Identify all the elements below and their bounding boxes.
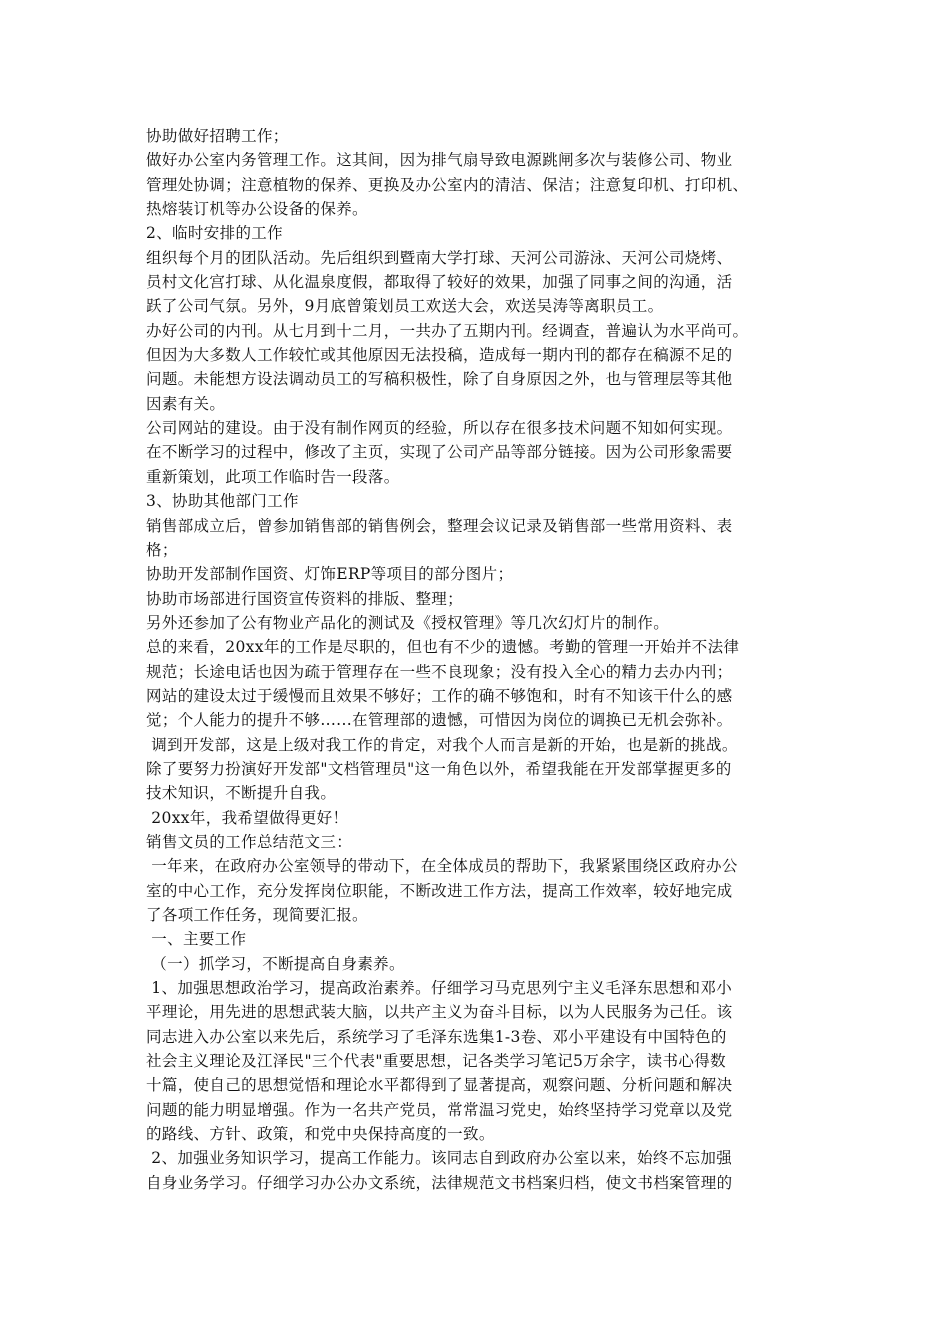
section-heading: 2、临时安排的工作 — [146, 224, 284, 243]
text-line: 的路线、方针、政策，和党中央保持高度的一致。 — [146, 1125, 495, 1144]
text-line: 员村文化宫打球、从化温泉度假，都取得了较好的效果，加强了同事之间的沟通，活 — [146, 273, 733, 292]
text-line: 问题。未能想方设法调动员工的写稿积极性，除了自身原因之外，也与管理层等其他 — [146, 370, 733, 389]
text-line: 销售部成立后，曾参加销售部的销售例会，整理会议记录及销售部一些常用资料、表 — [146, 516, 733, 535]
text-line: 总的来看，20xx年的工作是尽职的，但也有不少的遗憾。考勤的管理一开始并不法律 — [146, 638, 740, 657]
text-line: 在不断学习的过程中，修改了主页，实现了公司产品等部分链接。因为公司形象需要 — [146, 443, 733, 462]
section-heading: 一、主要工作 — [146, 930, 247, 949]
text-line: 平理论，用先进的思想武装大脑，以共产主义为奋斗目标，以为人民服务为己任。该 — [146, 1003, 733, 1022]
text-line: 但因为大多数人工作较忙或其他原因无法投稿，造成每一期内刊的都存在稿源不足的 — [146, 346, 733, 365]
text-line: 另外还参加了公有物业产品化的测试及《授权管理》等几次幻灯片的制作。 — [146, 613, 670, 632]
text-line: 格； — [146, 540, 178, 559]
text-line: 因素有关。 — [146, 394, 226, 413]
text-line: 组织每个月的团队活动。先后组织到暨南大学打球、天河公司游泳、天河公司烧烤、 — [146, 248, 733, 267]
text-line: 协助市场部进行国资宣传资料的排版、整理； — [146, 589, 464, 608]
text-line: 同志进入办公室以来先后，系统学习了毛泽东选集1-3卷、邓小平建设有中国特色的 — [146, 1027, 727, 1046]
text-line: 十篇，使自己的思想觉悟和理论水平都得到了显著提高，观察问题、分析问题和解决 — [146, 1076, 733, 1095]
text-line: 办好公司的内刊。从七月到十二月，一共办了五期内刊。经调查，普遍认为水平尚可。 — [146, 321, 749, 340]
text-line: 自身业务学习。仔细学习办公办文系统，法律规范文书档案归档，使文书档案管理的 — [146, 1173, 733, 1192]
text-line: 1、加强思想政治学习，提高政治素养。仔细学习马克思列宁主义毛泽东思想和邓小 — [146, 979, 733, 998]
text-line: 技术知识，不断提升自我。 — [146, 784, 337, 803]
text-line: 室的中心工作，充分发挥岗位职能，不断改进工作方法，提高工作效率，较好地完成 — [146, 881, 733, 900]
section-heading: 销售文员的工作总结范文三： — [146, 832, 353, 851]
section-heading: （一）抓学习，不断提高自身素养。 — [146, 954, 405, 973]
text-line: 了各项工作任务，现简要汇报。 — [146, 906, 368, 924]
text-line: 管理处协调；注意植物的保养、更换及办公室内的清洁、保洁；注意复印机、打印机、 — [146, 175, 749, 194]
text-line: 协助做好招聘工作； — [146, 127, 289, 145]
text-line: 社会主义理论及江泽民"三个代表"重要思想，记各类学习笔记5万余字，读书心得数 — [146, 1052, 726, 1071]
text-line: 觉；个人能力的提升不够......在管理部的遗憾，可惜因为岗位的调换已无机会弥补。 — [146, 711, 733, 730]
document-body — [146, 124, 806, 1195]
text-line: 协助开发部制作国资、灯饰ERP等项目的部分图片； — [146, 565, 514, 584]
text-line: 调到开发部，这是上级对我工作的肯定，对我个人而言是新的开始，也是新的挑战。 — [146, 735, 738, 754]
section-heading: 3、协助其他部门工作 — [146, 492, 299, 511]
text-line: 跃了公司气氛。另外，9月底曾策划员工欢送大会，欢送吴涛等离职员工。 — [146, 297, 664, 316]
text-line: 网站的建设太过于缓慢而且效果不够好；工作的确不够饱和，时有不知该干什么的感 — [146, 686, 733, 705]
text-line: 热熔装订机等办公设备的保养。 — [146, 200, 368, 219]
text-line: 做好办公室内务管理工作。这其间，因为排气扇导致电源跳闸多次与装修公司、物业 — [146, 151, 733, 170]
text-line: 20xx年，我希望做得更好！ — [146, 808, 349, 827]
text-line: 公司网站的建设。由于没有制作网页的经验，所以存在很多技术问题不知如何实现。 — [146, 419, 733, 438]
text-line: 问题的能力明显增强。作为一名共产党员，常常温习党史，始终坚持学习党章以及党 — [146, 1100, 733, 1119]
text-line: 规范；长途电话也因为疏于管理存在一些不良现象；没有投入全心的精力去办内刊； — [146, 662, 733, 681]
text-line: 2、加强业务知识学习，提高工作能力。该同志自到政府办公室以来，始终不忘加强 — [146, 1149, 733, 1168]
text-line: 重新策划，此项工作临时告一段落。 — [146, 467, 400, 486]
text-line: 一年来，在政府办公室领导的带动下，在全体成员的帮助下，我紧紧围绕区政府办公 — [146, 857, 738, 876]
text-line: 除了要努力扮演好开发部"文档管理员"这一角色以外，希望我能在开发部掌握更多的 — [146, 759, 732, 778]
